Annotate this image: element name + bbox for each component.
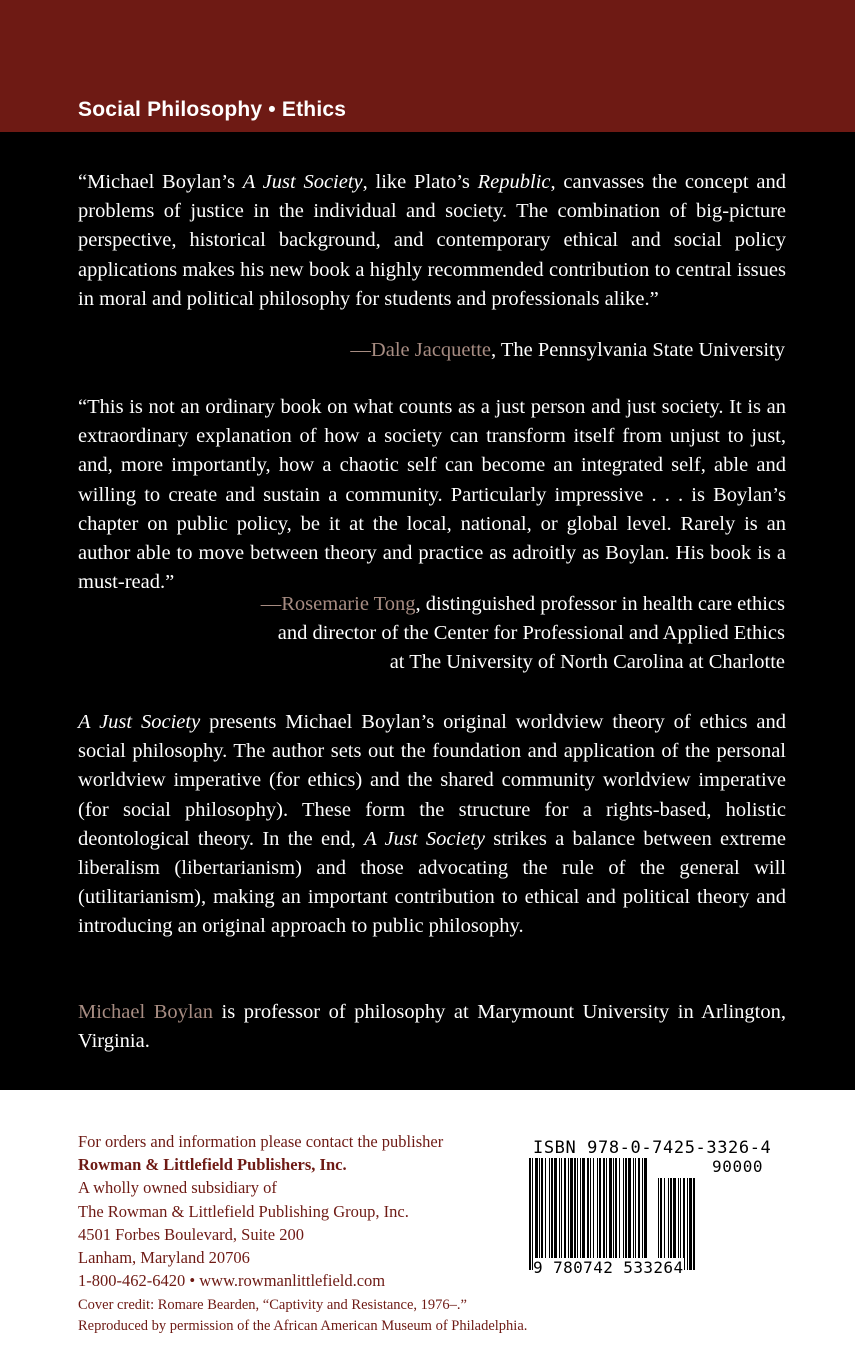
author-bio [78, 998, 786, 1056]
barcode-bar [638, 1158, 640, 1270]
barcode-bar [577, 1158, 578, 1258]
barcode-addon-bar [683, 1178, 685, 1270]
quote-text: , like Plato’s [362, 171, 478, 193]
barcode-addon-bar [664, 1178, 665, 1270]
publisher-group-name: The Rowman & Littlefield Publishing Group, Inc. [78, 1201, 409, 1221]
barcode-bar [642, 1158, 643, 1270]
book-title: A Just Society [364, 827, 486, 850]
endorser-name: —Dale Jacquette [350, 339, 492, 361]
barcode-bar [568, 1158, 569, 1258]
quote-text: “This is not an ordinary book on what counts as a just person and just society. It is an extraordinary explanation of how a society can transform itself from unjust to just, and, more importantly, how a chaotic self can become an integrated self, able and willing to create and sustain a community. Particularly impressive . . . is Boylan’s chapter on public policy, be it at the local, national, or global level. Rarely is an author able to move between theory and practice as adroitly as Boylan. His book is a must-read.” [78, 396, 786, 594]
barcode-bar [539, 1158, 540, 1258]
barcode-bar [644, 1158, 647, 1270]
barcode-addon-bar [678, 1178, 679, 1270]
barcode-addon-bar [673, 1178, 676, 1270]
book-title: A Just Society [78, 711, 201, 733]
barcode-bar [623, 1158, 624, 1258]
isbn-label: ISBN 978-0-7425-3326-4 [533, 1138, 772, 1158]
header-band [0, 0, 855, 132]
quote-text: “Michael Boylan’s [78, 171, 243, 193]
cover-credit-line: Cover credit: Romare Bearden, “Captivity and Resistance, 1976–.” [78, 1297, 467, 1313]
publisher-contact-line: For orders and information please contact the publisher [78, 1132, 444, 1151]
barcode-bar [606, 1158, 607, 1258]
endorsement-quote-1 [78, 168, 786, 314]
endorser-affiliation: , distinguished professor in health care ethics [415, 593, 785, 615]
barcode-bar [635, 1158, 636, 1270]
barcode-addon-bar [658, 1178, 659, 1270]
barcode-bar [570, 1158, 573, 1258]
quote-text: , canvasses the concept and problems of justice in the individual and society. The combination of big-picture perspective, historical background, and contemporary ethical and social policy applications makes his new book a highly recommended contribution to central issues in moral and political philosophy for students and professionals alike.” [78, 171, 786, 310]
barcode-bar [561, 1158, 562, 1258]
barcode-bar [535, 1158, 538, 1258]
barcode-bar [559, 1158, 560, 1258]
bio-text: is professor of philosophy at Marymount University in Arlington, Virginia. [78, 1001, 786, 1053]
barcode-bar [564, 1158, 566, 1258]
category-label: Social Philosophy • Ethics [78, 98, 347, 121]
barcode-addon-bar [689, 1178, 692, 1270]
book-description [78, 708, 786, 942]
description-text: strikes a balance between extreme liberalism (libertarianism) and those advocating the rule of the general will (utilitarianism), making an important contribution to ethical and political theory and introducing an original approach to public philosophy. [78, 827, 786, 938]
barcode-bar [599, 1158, 601, 1258]
barcode-bar [529, 1158, 531, 1270]
endorsement-attribution-1 [350, 336, 785, 365]
author-name: Michael Boylan [78, 1001, 213, 1023]
barcode-addon-bar [687, 1178, 688, 1270]
barcode-bar [574, 1158, 576, 1258]
barcode-bar [587, 1158, 589, 1258]
barcode-addon-bar [670, 1178, 672, 1270]
barcode-addon-bar [680, 1178, 681, 1270]
publisher-address-city: Lanham, Maryland 20706 [78, 1248, 250, 1268]
publisher-address-street: 4501 Forbes Boulevard, Suite 200 [78, 1224, 304, 1244]
barcode-bar [628, 1158, 631, 1270]
barcode-number: 9 780742 533264 [533, 1258, 684, 1277]
barcode-bar [625, 1158, 627, 1258]
barcode-bar [580, 1158, 581, 1258]
endorser-name: —Rosemarie Tong [260, 593, 416, 615]
referenced-title: Republic [477, 171, 551, 193]
barcode-bar [532, 1158, 533, 1270]
endorser-affiliation: , The Pennsylvania State University [491, 339, 785, 361]
barcode-bar [609, 1158, 612, 1258]
cover-credit [78, 1295, 638, 1337]
endorser-affiliation: and director of the Center for Professional and Applied Ethics [277, 622, 785, 644]
barcode-bar [603, 1158, 605, 1258]
barcode-bar [541, 1158, 543, 1258]
barcode-addon-bar [668, 1178, 669, 1270]
price-code: 90000 [712, 1157, 764, 1176]
publisher-name: Rowman & Littlefield Publishers, Inc. [78, 1155, 347, 1175]
barcode-bar [619, 1158, 620, 1258]
barcode-bar [582, 1158, 585, 1258]
barcode-addon-bar [693, 1178, 695, 1270]
publisher-subsidiary-line: A wholly owned subsidiary of [78, 1178, 277, 1198]
description-text: presents Michael Boylan’s original worldview theory of ethics and social philosophy. The author sets out the foundation and application of the personal worldview imperative (for ethics) and the shared community worldview imperative (for social philosophy). These form the structure for a rights-based, holistic deontological theory. In the end, [78, 711, 786, 850]
barcode-addon-bar [660, 1178, 662, 1270]
barcode-bar [551, 1158, 553, 1258]
barcode-bar [597, 1158, 598, 1258]
endorsement-attribution-2 [261, 590, 785, 677]
endorser-affiliation: at The University of North Carolina at Charlotte [389, 651, 785, 673]
publisher-phone-web: 1-800-462-6420 • www.rowmanlittlefield.com [78, 1271, 386, 1291]
barcode-bar [613, 1158, 614, 1258]
endorsement-quote-2 [78, 393, 786, 597]
book-title: A Just Society [242, 171, 363, 193]
barcode-bar [615, 1158, 617, 1258]
cover-permission-line: Reproduced by permission of the African American Museum of Philadelphia. [78, 1318, 528, 1334]
barcode-bar [554, 1158, 557, 1258]
barcode-bar [545, 1158, 546, 1258]
barcode-bar [590, 1158, 591, 1258]
barcode-bar [593, 1158, 594, 1258]
barcode-bar [549, 1158, 550, 1258]
barcode-bar [633, 1158, 634, 1270]
publisher-info [78, 1130, 518, 1292]
